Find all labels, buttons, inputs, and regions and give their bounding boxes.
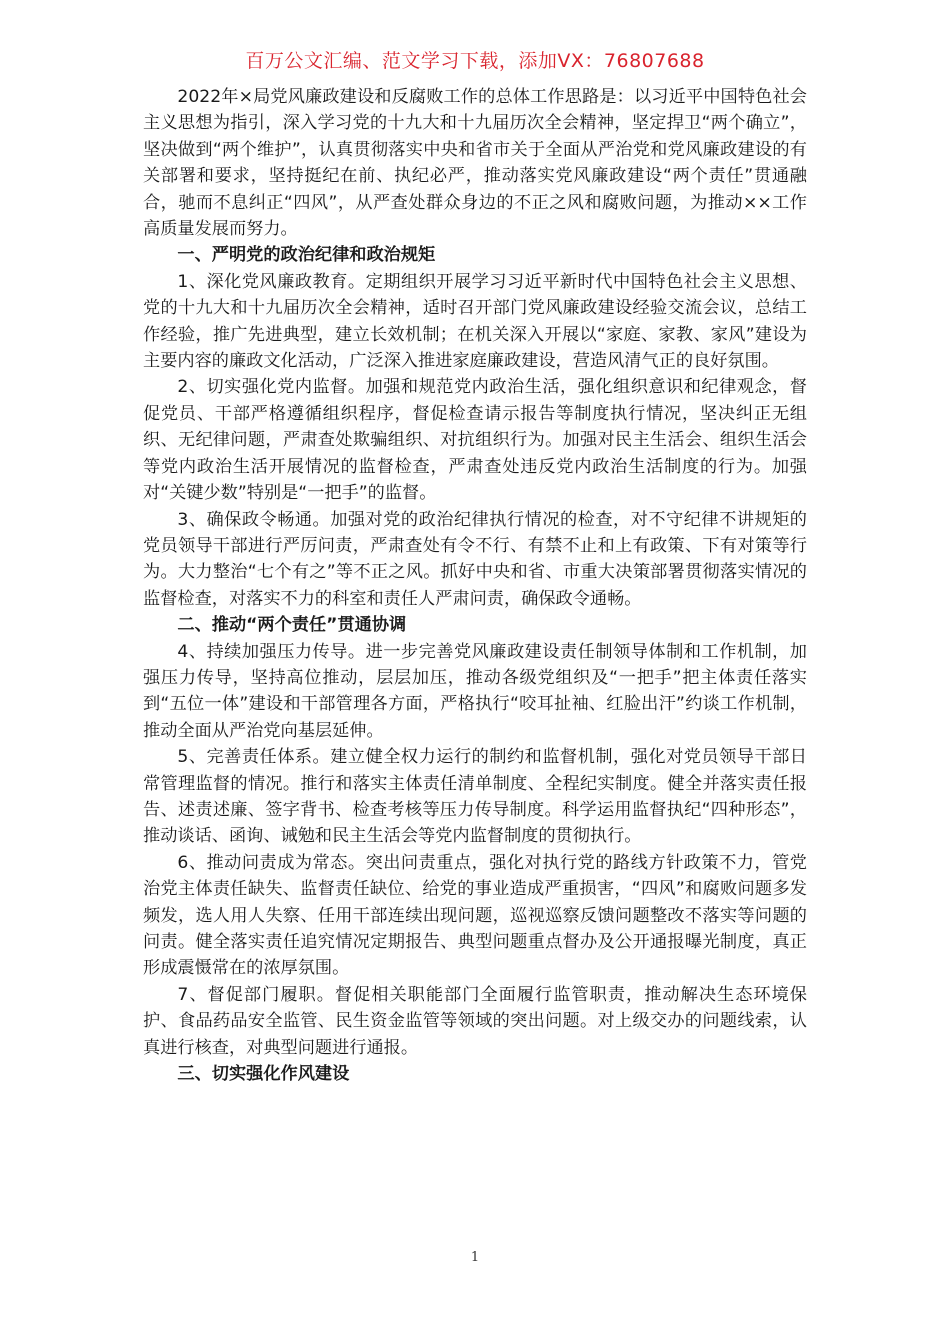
- paragraph-item-7: 7、督促部门履职。督促相关职能部门全面履行监管职责，推动解决生态环境保护、食品药品安全监管、民生资金监管等领域的突出问题。对上级交办的问题线索，认真进行核查，对典型问题进行通报。: [143, 984, 807, 1058]
- section-heading-1: 一、严明党的政治纪律和政治规矩: [177, 245, 436, 266]
- intro-paragraph: 2022年×局党风廉政建设和反腐败工作的总体工作思路是：以习近平中国特色社会主义思想为指引，深入学习党的十九大和十九届历次全会精神，坚定捍卫“两个确立”，坚决做到“两个维护”，认真贯彻落实中央和省市关于全面从严治党和党风廉政建设的有关部署和要求，坚持挺纪在前、执纪必严，推动落实党风廉政建设“两个责任”贯通融合，驰而不息纠正“四风”，从严查处群众身边的不正之风和腐败问题，为推动××工作高质量发展而努力。: [143, 87, 807, 240]
- paragraph-item-3: 3、确保政令畅通。加强对党的政治纪律执行情况的检查，对不守纪律不讲规矩的党员领导干部进行严厉问责，严肃查处有令不行、有禁不止和上有政策、下有对策等行为。大力整治“七个有之”等不正之风。抓好中央和省、市重大决策部署贯彻落实情况的监督检查，对落实不力的科室和责任人严肃问责，确保政令通畅。: [143, 509, 807, 609]
- paragraph-item-6: 6、推动问责成为常态。突出问责重点，强化对执行党的路线方针政策不力，管党治党主体责任缺失、监督责任缺位、给党的事业造成严重损害，“四风”和腐败问题多发频发，选人用人失察、任用干部连续出现问题，巡视巡察反馈问题整改不落实等问题的问责。健全落实责任追究情况定期报告、典型问题重点督办及公开通报曝光制度，真正形成震慑常在的浓厚氛围。: [143, 852, 807, 979]
- paragraph-item-1: 1、深化党风廉政教育。定期组织开展学习习近平新时代中国特色社会主义思想、党的十九大和十九届历次全会精神，适时召开部门党风廉政建设经验交流会议，总结工作经验，推广先进典型，建立长效机制；在机关深入开展以“家庭、家教、家风”建设为主要内容的廉政文化活动，广泛深入推进家庭廉政建设，营造风清气正的良好氛围。: [143, 271, 807, 372]
- page-number: 1: [470, 1250, 480, 1265]
- document-body: [143, 84, 807, 1087]
- watermark-header: 百万公文汇编、范文学习下载，添加VX：76807688: [245, 50, 705, 72]
- section-heading-2: 二、推动“两个责任”贯通协调: [177, 615, 407, 636]
- paragraph-item-5: 5、完善责任体系。建立健全权力运行的制约和监督机制，强化对党员领导干部日常管理监督的情况。推行和落实主体责任清单制度、全程纪实制度。健全并落实责任报告、述责述廉、签字背书、检查考核等压力传导制度。科学运用监督执纪“四种形态”，推动谈话、函询、诫勉和民主生活会等党内监督制度的贯彻执行。: [143, 747, 807, 847]
- section-heading-3: 三、切实强化作风建设: [177, 1064, 350, 1085]
- paragraph-item-2: 2、切实强化党内监督。加强和规范党内政治生活，强化组织意识和纪律观念，督促党员、干部严格遵循组织程序，督促检查请示报告等制度执行情况，坚决纠正无组织、无纪律问题，严肃查处欺骗组织、对抗组织行为。加强对民主生活会、组织生活会等党内政治生活开展情况的监督检查，严肃查处违反党内政治生活制度的行为。加强对“关键少数”特别是“一把手”的监督。: [143, 377, 807, 504]
- paragraph-item-4: 4、持续加强压力传导。进一步完善党风廉政建设责任制领导体制和工作机制，加强压力传导，坚持高位推动，层层加压，推动各级党组织及“一把手”把主体责任落实到“五位一体”建设和干部管理各方面，严格执行“咬耳扯袖、红脸出汗”约谈工作机制，推动全面从严治党向基层延伸。: [143, 641, 807, 741]
